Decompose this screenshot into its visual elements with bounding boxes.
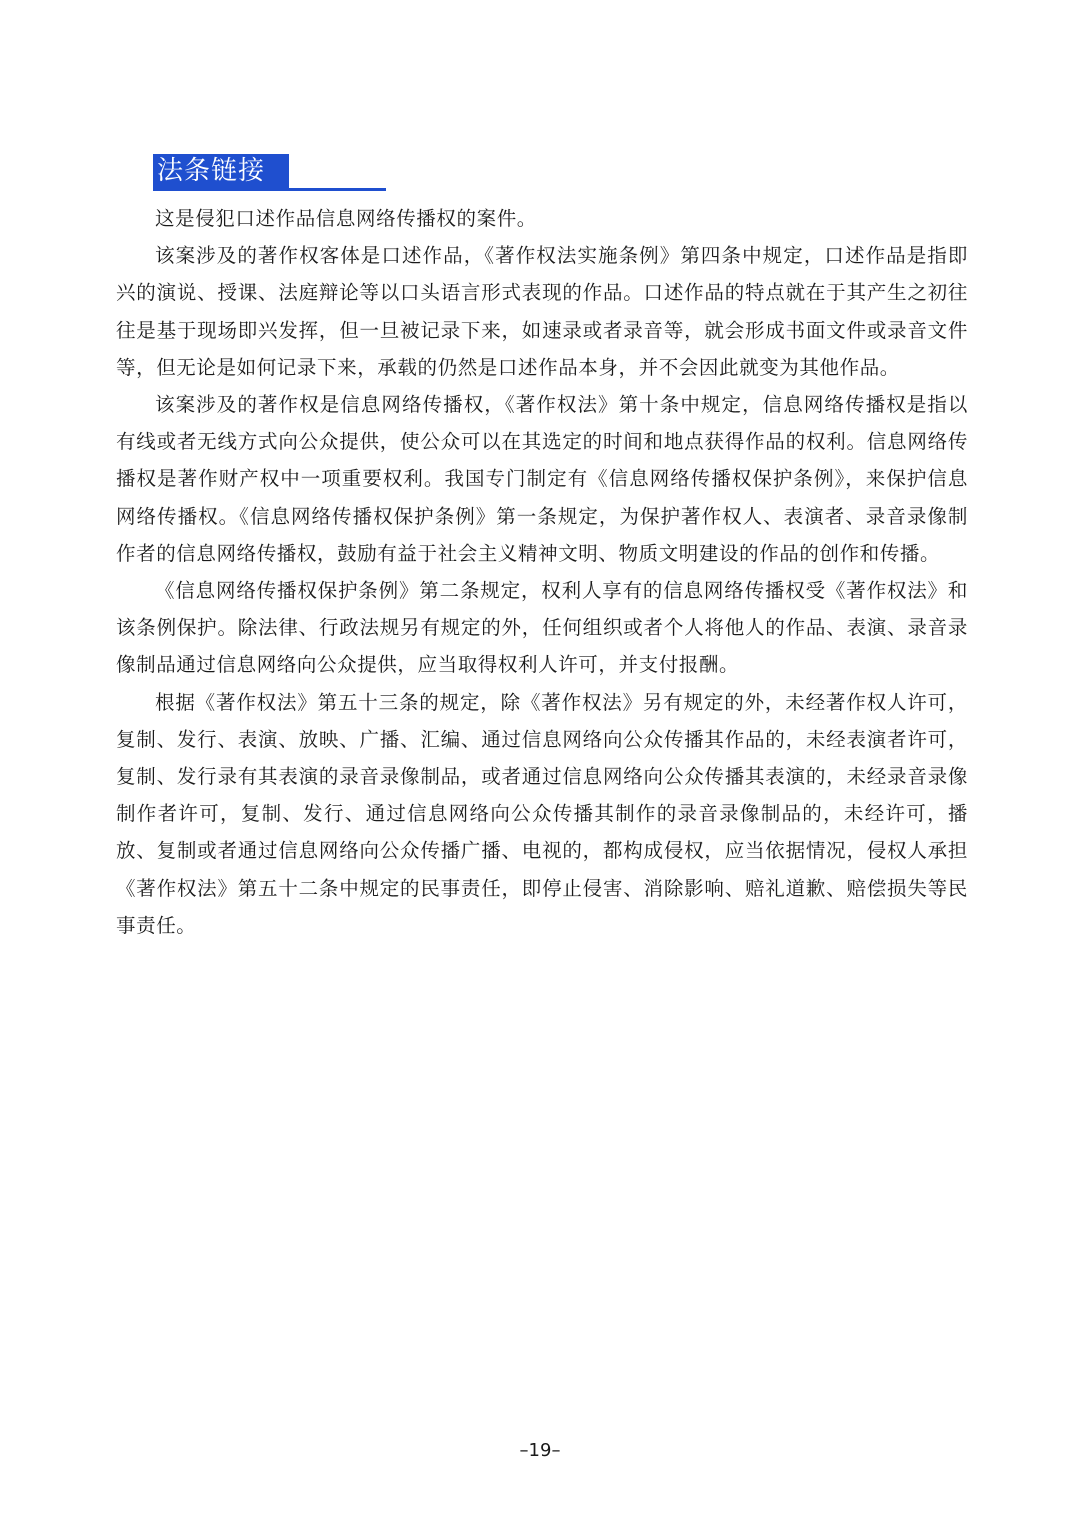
page-number: –19– xyxy=(519,1440,561,1461)
paragraph: 《信息网络传播权保护条例》第二条规定，权利人享有的信息网络传播权受《著作权法》和该条例保护。除法律、行政法规另有规定的外，任何组织或者个人将他人的作品、表演、录音录像制品通过信息网络向公众提供，应当取得权利人许可，并支付报酬。 xyxy=(116,579,968,677)
body-text xyxy=(116,200,968,944)
section-title: 法条链接 xyxy=(157,156,266,186)
paragraph: 该案涉及的著作权是信息网络传播权，《著作权法》第十条中规定，信息网络传播权是指以有线或者无线方式向公众提供，使公众可以在其选定的时间和地点获得作品的权利。信息网络传播权是著作财产权中一项重要权利。我国专门制定有《信息网络传播权保护条例》，来保护信息网络传播权。《信息网络传播权保护条例》第一条规定，为保护著作权人、表演者、录音录像制作者的信息网络传播权，鼓励有益于社会主义精神文明、物质文明建设的作品的创作和传播。 xyxy=(116,393,968,565)
paragraph: 根据《著作权法》第五十三条的规定，除《著作权法》另有规定的外，未经著作权人许可，复制、发行、表演、放映、广播、汇编、通过信息网络向公众传播其作品的，未经表演者许可，复制、发行录有其表演的录音录像制品，或者通过信息网络向公众传播其表演的，未经录音录像制作者许可，复制、发行、通过信息网络向公众传播其制作的录音录像制品的，未经许可，播放、复制或者通过信息网络向公众传播广播、电视的，都构成侵权，应当依据情况，侵权人承担《著作权法》第五十二条中规定的民事责任，即停止侵害、消除影响、赔礼道歉、赔偿损失等民事责任。 xyxy=(116,690,968,937)
section-header xyxy=(153,154,386,190)
section-header-underline xyxy=(153,188,386,191)
paragraph: 这是侵犯口述作品信息网络传播权的案件。 xyxy=(155,207,537,230)
paragraph: 该案涉及的著作权客体是口述作品，《著作权法实施条例》第四条中规定，口述作品是指即兴的演说、授课、法庭辩论等以口头语言形式表现的作品。口述作品的特点就在于其产生之初往往是基于现场即兴发挥，但一旦被记录下来，如速录或者录音等，就会形成书面文件或录音文件等，但无论是如何记录下来，承载的仍然是口述作品本身，并不会因此就变为其他作品。 xyxy=(116,244,968,379)
